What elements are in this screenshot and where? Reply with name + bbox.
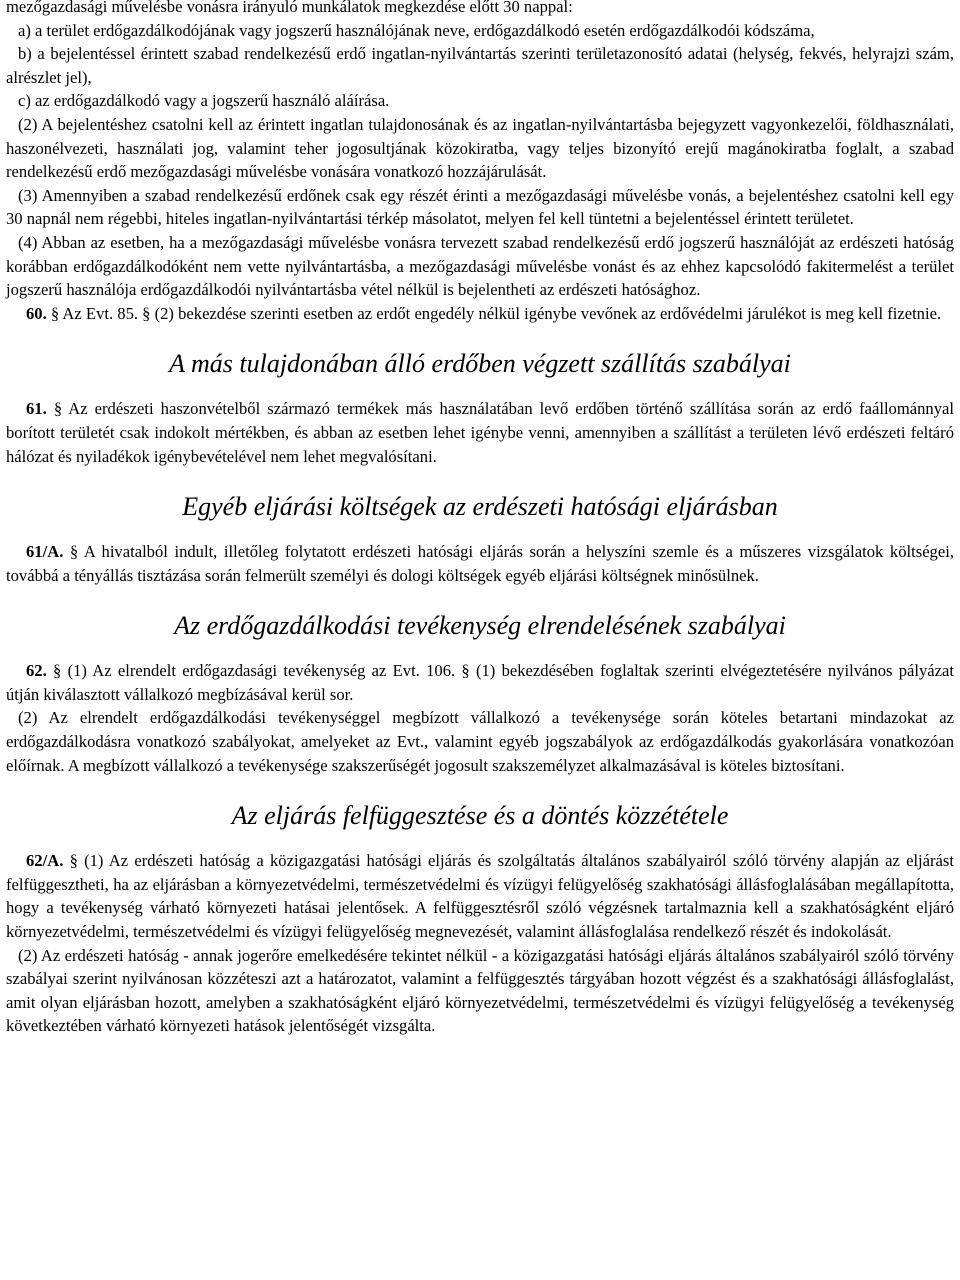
- section-number: 61.: [26, 399, 47, 419]
- section-heading: Az erdőgazdálkodási tevékenység elrendelésének szabályai: [174, 611, 786, 641]
- section-text: § Az erdészeti haszonvételből származó termékek más használatában levő erdőben történő szállítása során az erdő faállománnyal borított területét csak indokolt mértékben, és abban az esetben lehet igénybe venni, amennyiben a szállítást a területen lévő erdészeti feltáró hálózat és nyiladékok igénybevételével nem lehet megvalósítani.: [6, 399, 954, 466]
- section-text: § Az Evt. 85. § (2) bekezdése szerinti esetben az erdőt engedély nélkül igénybe vevőnek az erdővédelmi járulékot is meg kell fizetnie.: [50, 303, 942, 323]
- section-heading: A más tulajdonában álló erdőben végzett szállítás szabályai: [169, 349, 791, 379]
- section-heading: Az eljárás felfüggesztése és a döntés közzététele: [231, 801, 729, 831]
- section-62a-paragraph-2: (2) Az erdészeti hatóság - annak jogerőre emelkedésére tekintet nélkül - a közigazgatási hatósági eljárás általános szabályairól szóló törvény szabályai szerint nyilvánosan közzéteszi azt a határozatot, valamint a felfüggesztés tárgyában hozott végzést és a szakhatósági állásfoglalást, amit olyan eljárásban hozott, amelyben a szakhatóságként eljáró környezetvédelmi, természetvédelmi és vízügyi felügyelőség a tevékenység következtében várható környezeti hatások jelentőségét vizsgálta.: [6, 945, 954, 1036]
- section-60: [6, 302, 954, 326]
- list-item-b: b) a bejelentéssel érintett szabad rendelkezésű erdő ingatlan-nyilvántartás szerinti területazonosító adatai (helység, fekvés, helyrajzi szám, alrészlet jel),: [6, 44, 954, 87]
- section-number: 61/A.: [26, 542, 64, 562]
- paragraph-4: (4) Abban az esetben, ha a mezőgazdasági művelésbe vonásra tervezett szabad rendelkezésű erdő jogszerű használóját az erdészeti hatóság korábban erdőgazdálkodóként nem vette nyilvántartásba, a mezőgazdasági művelésbe vonást és az ehhez kapcsolódó fakitermelést a terület jogszerű használója erdőgazdálkodói nyilvántartásba vétel nélkül is bejelentheti az erdészeti hatósághoz.: [6, 232, 954, 300]
- section-62: [6, 659, 954, 706]
- intro-line: mezőgazdasági művelésbe vonásra irányuló munkálatok megkezdése előtt 30 nappal:: [6, 0, 573, 16]
- section-text: § (1) Az elrendelt erdőgazdasági tevékenység az Evt. 106. § (1) bekezdésében foglaltak szerinti elvégeztetésére nyilvános pályázat útján kiválasztott vállalkozó megbízásával kerül sor.: [6, 661, 954, 704]
- list-item-a: a) a terület erdőgazdálkodójának vagy jogszerű használójának neve, erdőgazdálkodó esetén erdőgazdálkodói kódszáma,: [18, 20, 815, 40]
- section-62a: [6, 849, 954, 943]
- section-text: § A hivatalból indult, illetőleg folytatott erdészeti hatósági eljárás során a helyszíni szemle és a műszeres vizsgálatok költségei, továbbá a tényállás tisztázása során felmerült személyi és dologi költségek egyéb eljárási költségnek minősülnek.: [6, 542, 954, 585]
- paragraph-3: (3) Amennyiben a szabad rendelkezésű erdőnek csak egy részét érinti a mezőgazdasági művelésbe vonás, a bejelentéshez csatolni kell egy 30 napnál nem régebbi, hiteles ingatlan-nyilvántartási térkép másolatot, melyen fel kell tüntetni a bejelentéssel érintett területet.: [6, 185, 954, 229]
- section-61a: [6, 540, 954, 587]
- paragraph-2: (2) A bejelentéshez csatolni kell az érintett ingatlan tulajdonosának és az ingatlan-nyilvántartásba bejegyzett vagyonkezelői, földhasználati, haszonélvezeti, használati jog, valamint teher jogosultjának közokiratba, vagy teljes bizonyító erejű magánokiratba foglalt, a szabad rendelkezésű erdő mezőgazdasági művelésbe vonására vonatkozó hozzájárulását.: [6, 114, 954, 182]
- section-text: § (1) Az erdészeti hatóság a közigazgatási hatósági eljárás és szolgáltatás általános szabályairól szóló törvény alapján az eljárást felfüggesztheti, ha az eljárásban a környezetvédelmi, természetvédelmi és vízügyi felügyelőség szakhatósági állásfoglalásában megállapította, hogy a tevékenység várható környezeti hatásai jelentősek. A felfüggesztésről szóló végzésnek tartalmaznia kell a szakhatóságként eljáró környezetvédelmi, természetvédelmi és vízügyi felügyelőség megnevezését, valamint állásfoglalása rendelkező részét és indokolását.: [6, 851, 954, 942]
- section-number: 60.: [26, 303, 47, 323]
- section-61: [6, 397, 954, 468]
- list-item-c: c) az erdőgazdálkodó vagy a jogszerű használó aláírása.: [18, 91, 390, 111]
- section-62-paragraph-2: (2) Az elrendelt erdőgazdálkodási tevékenységgel megbízott vállalkozó a tevékenysége során köteles betartani mindazokat az erdőgazdálkodásra vonatkozó szabályokat, amelyeket az Evt., valamint egyéb jogszabályok az erdőgazdálkodás gyakorlására vonatkozóan előírnak. A megbízott vállalkozó a tevékenysége szakszerűségét jogosult szakszemélyzet alkalmazásával is köteles biztosítani.: [6, 708, 954, 775]
- section-number: 62/A.: [26, 851, 64, 871]
- section-number: 62.: [26, 661, 47, 681]
- section-heading: Egyéb eljárási költségek az erdészeti hatósági eljárásban: [182, 492, 778, 522]
